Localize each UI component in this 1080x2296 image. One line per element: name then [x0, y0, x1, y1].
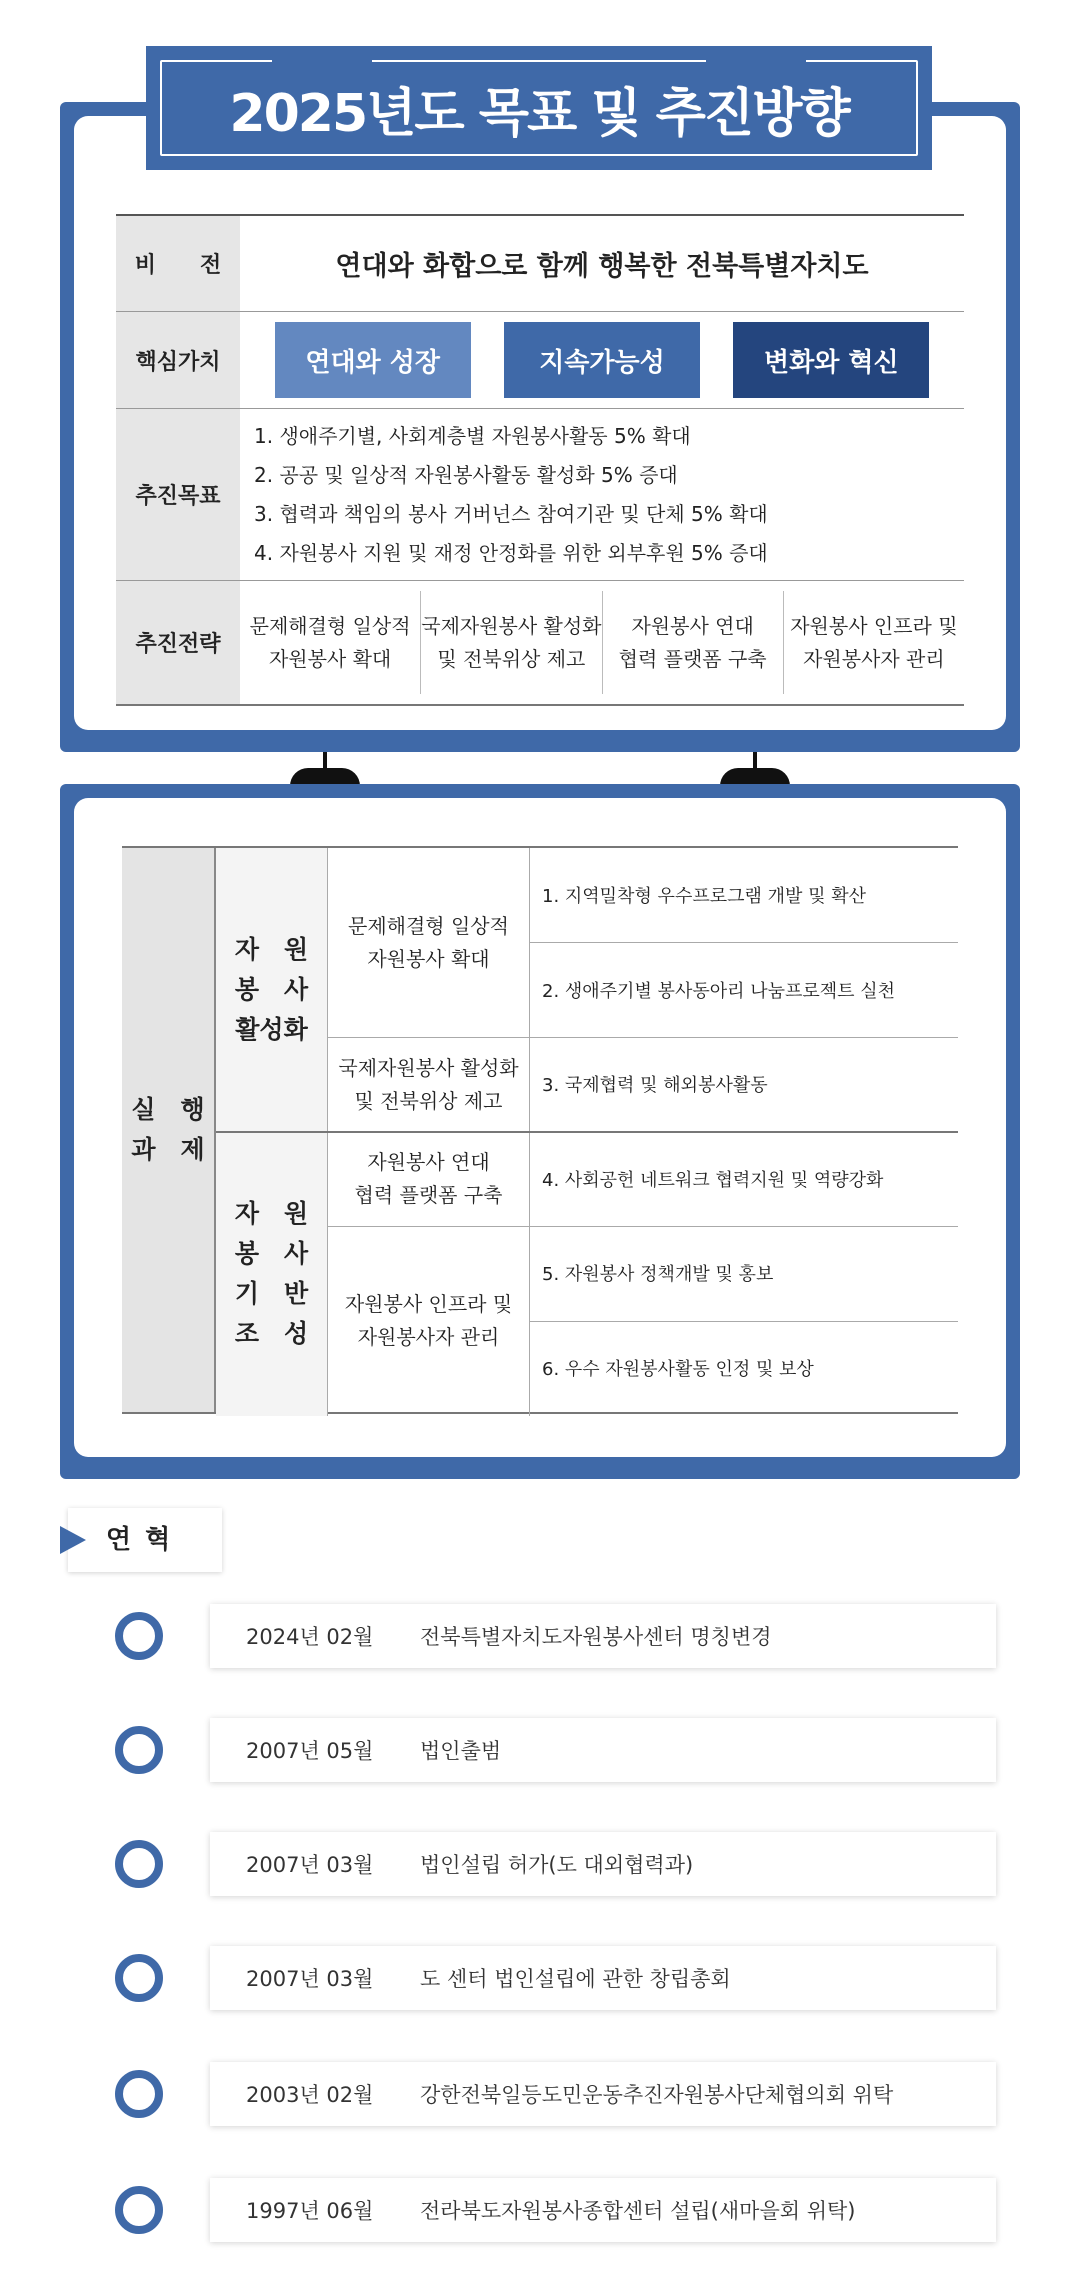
divider — [328, 1226, 958, 1227]
strategies-label: 추진전략 — [116, 581, 240, 704]
history-item-box — [210, 1832, 996, 1896]
goals-label: 추진목표 — [116, 409, 240, 580]
vision-row — [116, 216, 964, 312]
page-title: 2025년도 목표 및 추진방향 — [229, 83, 849, 144]
history-event: 강한전북일등도민운동추진자원봉사단체협의회 위탁 — [420, 2083, 894, 2107]
goal-item: 4. 자원봉사 지원 및 재정 안정화를 위한 외부후원 5% 증대 — [254, 540, 768, 565]
task-item: 5. 자원봉사 정책개발 및 홍보 — [542, 1264, 774, 1285]
history-item-box — [210, 2178, 996, 2242]
task-group-2 — [216, 1132, 328, 1416]
goals-row — [116, 409, 964, 581]
core-values-list — [240, 312, 964, 408]
strategies-list — [240, 581, 964, 704]
board-connector-right — [720, 752, 790, 786]
tasks-label-cell — [122, 848, 216, 1412]
history-title: 연혁 — [106, 1525, 185, 1555]
history-date: 2024년 02월 — [246, 1625, 374, 1649]
core-values-row — [116, 312, 964, 409]
task-strategy: 문제해결형 일상적 자원봉사 확대 — [328, 848, 530, 1037]
goal-item: 1. 생애주기별, 사회계층별 자원봉사활동 5% 확대 — [254, 423, 691, 448]
vision-table — [116, 214, 964, 706]
strategies-row — [116, 581, 964, 704]
task-item: 6. 우수 자원봉사활동 인정 및 보상 — [542, 1359, 814, 1380]
history-date: 2007년 03월 — [246, 1967, 374, 1991]
history-item-box — [210, 1946, 996, 2010]
tasks-label: 실 행 과 제 — [131, 1095, 205, 1164]
history-date: 1997년 06월 — [246, 2199, 374, 2223]
history-event: 법인출범 — [420, 1739, 502, 1763]
task-item: 4. 사회공헌 네트워크 협력지원 및 역량강화 — [542, 1170, 884, 1191]
timeline-circle-icon — [115, 2186, 163, 2234]
strategy-item: 자원봉사 연대 협력 플랫폼 구축 — [603, 591, 784, 694]
goal-item: 2. 공공 및 일상적 자원봉사활동 활성화 5% 증대 — [254, 462, 678, 487]
timeline-circle-icon — [115, 1726, 163, 1774]
task-item: 1. 지역밀착형 우수프로그램 개발 및 확산 — [542, 886, 866, 907]
history-item — [0, 1832, 1080, 1896]
history-item-box — [210, 1718, 996, 1782]
history-item — [0, 2178, 1080, 2242]
tasks-table — [122, 846, 958, 1414]
divider — [530, 1321, 958, 1322]
title-plate — [146, 46, 932, 170]
core-values-label: 핵심가치 — [116, 312, 240, 408]
task-item: 3. 국제협력 및 해외봉사활동 — [542, 1075, 768, 1096]
history-event: 법인설립 허가(도 대외협력과) — [420, 1853, 694, 1877]
history-event: 도 센터 법인설립에 관한 창립총회 — [420, 1967, 731, 1991]
history-item — [0, 1604, 1080, 1668]
strategy-item: 문제해결형 일상적 자원봉사 확대 — [240, 591, 421, 694]
goals-list — [240, 409, 964, 580]
history-section-tag — [68, 1508, 222, 1572]
divider — [328, 1037, 958, 1038]
divider — [216, 1131, 958, 1133]
history-date: 2007년 05월 — [246, 1739, 374, 1763]
task-group-label: 자 원 봉 사 기 반 조 성 — [234, 1199, 309, 1348]
goal-item: 3. 협력과 책임의 봉사 거버넌스 참여기관 및 단체 5% 확대 — [254, 501, 768, 526]
history-item-box — [210, 1604, 996, 1668]
history-item — [0, 1946, 1080, 2010]
timeline-circle-icon — [115, 1612, 163, 1660]
history-item — [0, 2062, 1080, 2126]
vision-label: 비 전 — [116, 216, 240, 311]
history-date: 2007년 03월 — [246, 1853, 374, 1877]
task-group-label: 자 원 봉 사 활성화 — [234, 935, 309, 1044]
task-group-1 — [216, 848, 328, 1132]
history-event: 전라북도자원봉사종합센터 설립(새마을회 위탁) — [420, 2199, 856, 2223]
board-connector-left — [290, 752, 360, 786]
task-item: 2. 생애주기별 봉사동아리 나눔프로젝트 실천 — [542, 981, 896, 1002]
vision-text: 연대와 화합으로 함께 행복한 전북특별자치도 — [335, 251, 869, 282]
history-event: 전북특별자치도자원봉사센터 명칭변경 — [420, 1625, 772, 1649]
history-item-box — [210, 2062, 996, 2126]
history-date: 2003년 02월 — [246, 2083, 374, 2107]
core-value-1: 연대와 성장 — [275, 322, 471, 398]
timeline-circle-icon — [115, 2070, 163, 2118]
task-strategy: 국제자원봉사 활성화 및 전북위상 제고 — [328, 1037, 530, 1132]
core-value-2: 지속가능성 — [504, 322, 700, 398]
strategy-item: 국제자원봉사 활성화 및 전북위상 제고 — [421, 591, 602, 694]
task-strategy: 자원봉사 인프라 및 자원봉사자 관리 — [328, 1226, 530, 1416]
timeline-circle-icon — [115, 1840, 163, 1888]
task-strategy: 자원봉사 연대 협력 플랫폼 구축 — [328, 1132, 530, 1226]
divider — [530, 942, 958, 943]
core-value-3: 변화와 혁신 — [733, 322, 929, 398]
triangle-right-icon — [60, 1526, 86, 1554]
timeline-circle-icon — [115, 1954, 163, 2002]
strategy-item: 자원봉사 인프라 및 자원봉사자 관리 — [790, 613, 958, 671]
history-item — [0, 1718, 1080, 1782]
